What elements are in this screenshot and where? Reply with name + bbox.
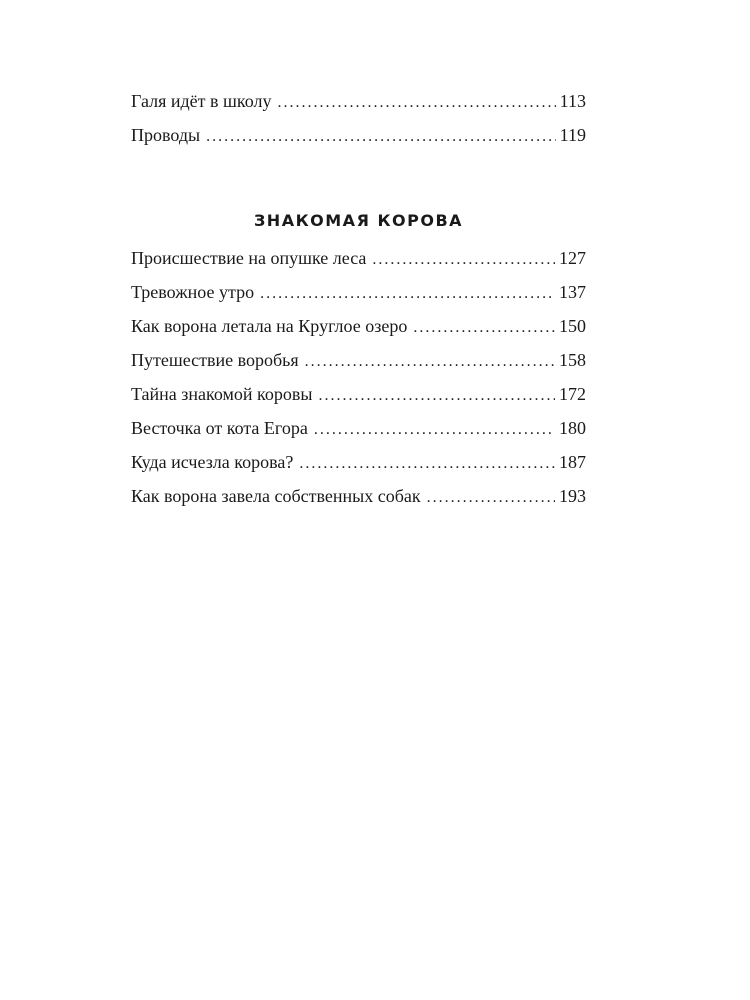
dot-leader — [260, 277, 555, 311]
toc-entry-page: 172 — [559, 384, 586, 404]
toc-entry — [131, 241, 586, 275]
toc-entry-page: 119 — [559, 125, 586, 145]
toc-entry-title: Путешествие воробья — [131, 350, 299, 370]
toc-entry-title: Весточка от кота Егора — [131, 418, 308, 438]
toc-entry-title: Галя идёт в школу — [131, 91, 272, 111]
toc-entry — [131, 445, 586, 479]
dot-leader — [413, 311, 555, 345]
toc-entry — [131, 275, 586, 309]
dot-leader — [372, 243, 555, 277]
toc-entry-page: 137 — [559, 282, 586, 302]
toc-entry-title: Тревожное утро — [131, 282, 255, 302]
toc-entry-page: 158 — [559, 350, 586, 370]
toc-entry-title: Происшествие на опушке леса — [131, 248, 367, 268]
toc-entry-page: 113 — [559, 91, 586, 111]
toc-entry — [131, 377, 586, 411]
dot-leader — [314, 413, 555, 447]
dot-leader — [318, 379, 555, 413]
toc-entry-title: Куда исчезла корова? — [131, 452, 294, 472]
section-heading: ЗНАКОМАЯ КОРОВА — [253, 211, 464, 230]
toc-entry-page: 180 — [559, 418, 586, 438]
dot-leader — [427, 481, 555, 515]
toc-entry — [131, 118, 586, 152]
toc-entry — [131, 84, 586, 118]
table-of-contents — [131, 84, 586, 513]
toc-entry — [131, 343, 586, 377]
dot-leader — [299, 447, 555, 481]
dot-leader — [305, 345, 555, 379]
toc-group-previous — [131, 84, 586, 152]
toc-entry — [131, 479, 586, 513]
toc-entry-title: Проводы — [131, 125, 201, 145]
toc-entry-title: Как ворона летала на Круглое озеро — [131, 316, 408, 336]
toc-entry-page: 187 — [559, 452, 586, 472]
toc-entry — [131, 411, 586, 445]
toc-entry-page: 127 — [559, 248, 586, 268]
toc-entry-page: 150 — [559, 316, 586, 336]
toc-entry-page: 193 — [559, 486, 586, 506]
toc-group-znakomaya-korova — [131, 241, 586, 513]
dot-leader — [277, 86, 555, 120]
toc-entry-title: Как ворона завела собственных собак — [131, 486, 421, 506]
toc-entry-title: Тайна знакомой коровы — [131, 384, 313, 404]
dot-leader — [206, 120, 556, 154]
toc-entry — [131, 309, 586, 343]
